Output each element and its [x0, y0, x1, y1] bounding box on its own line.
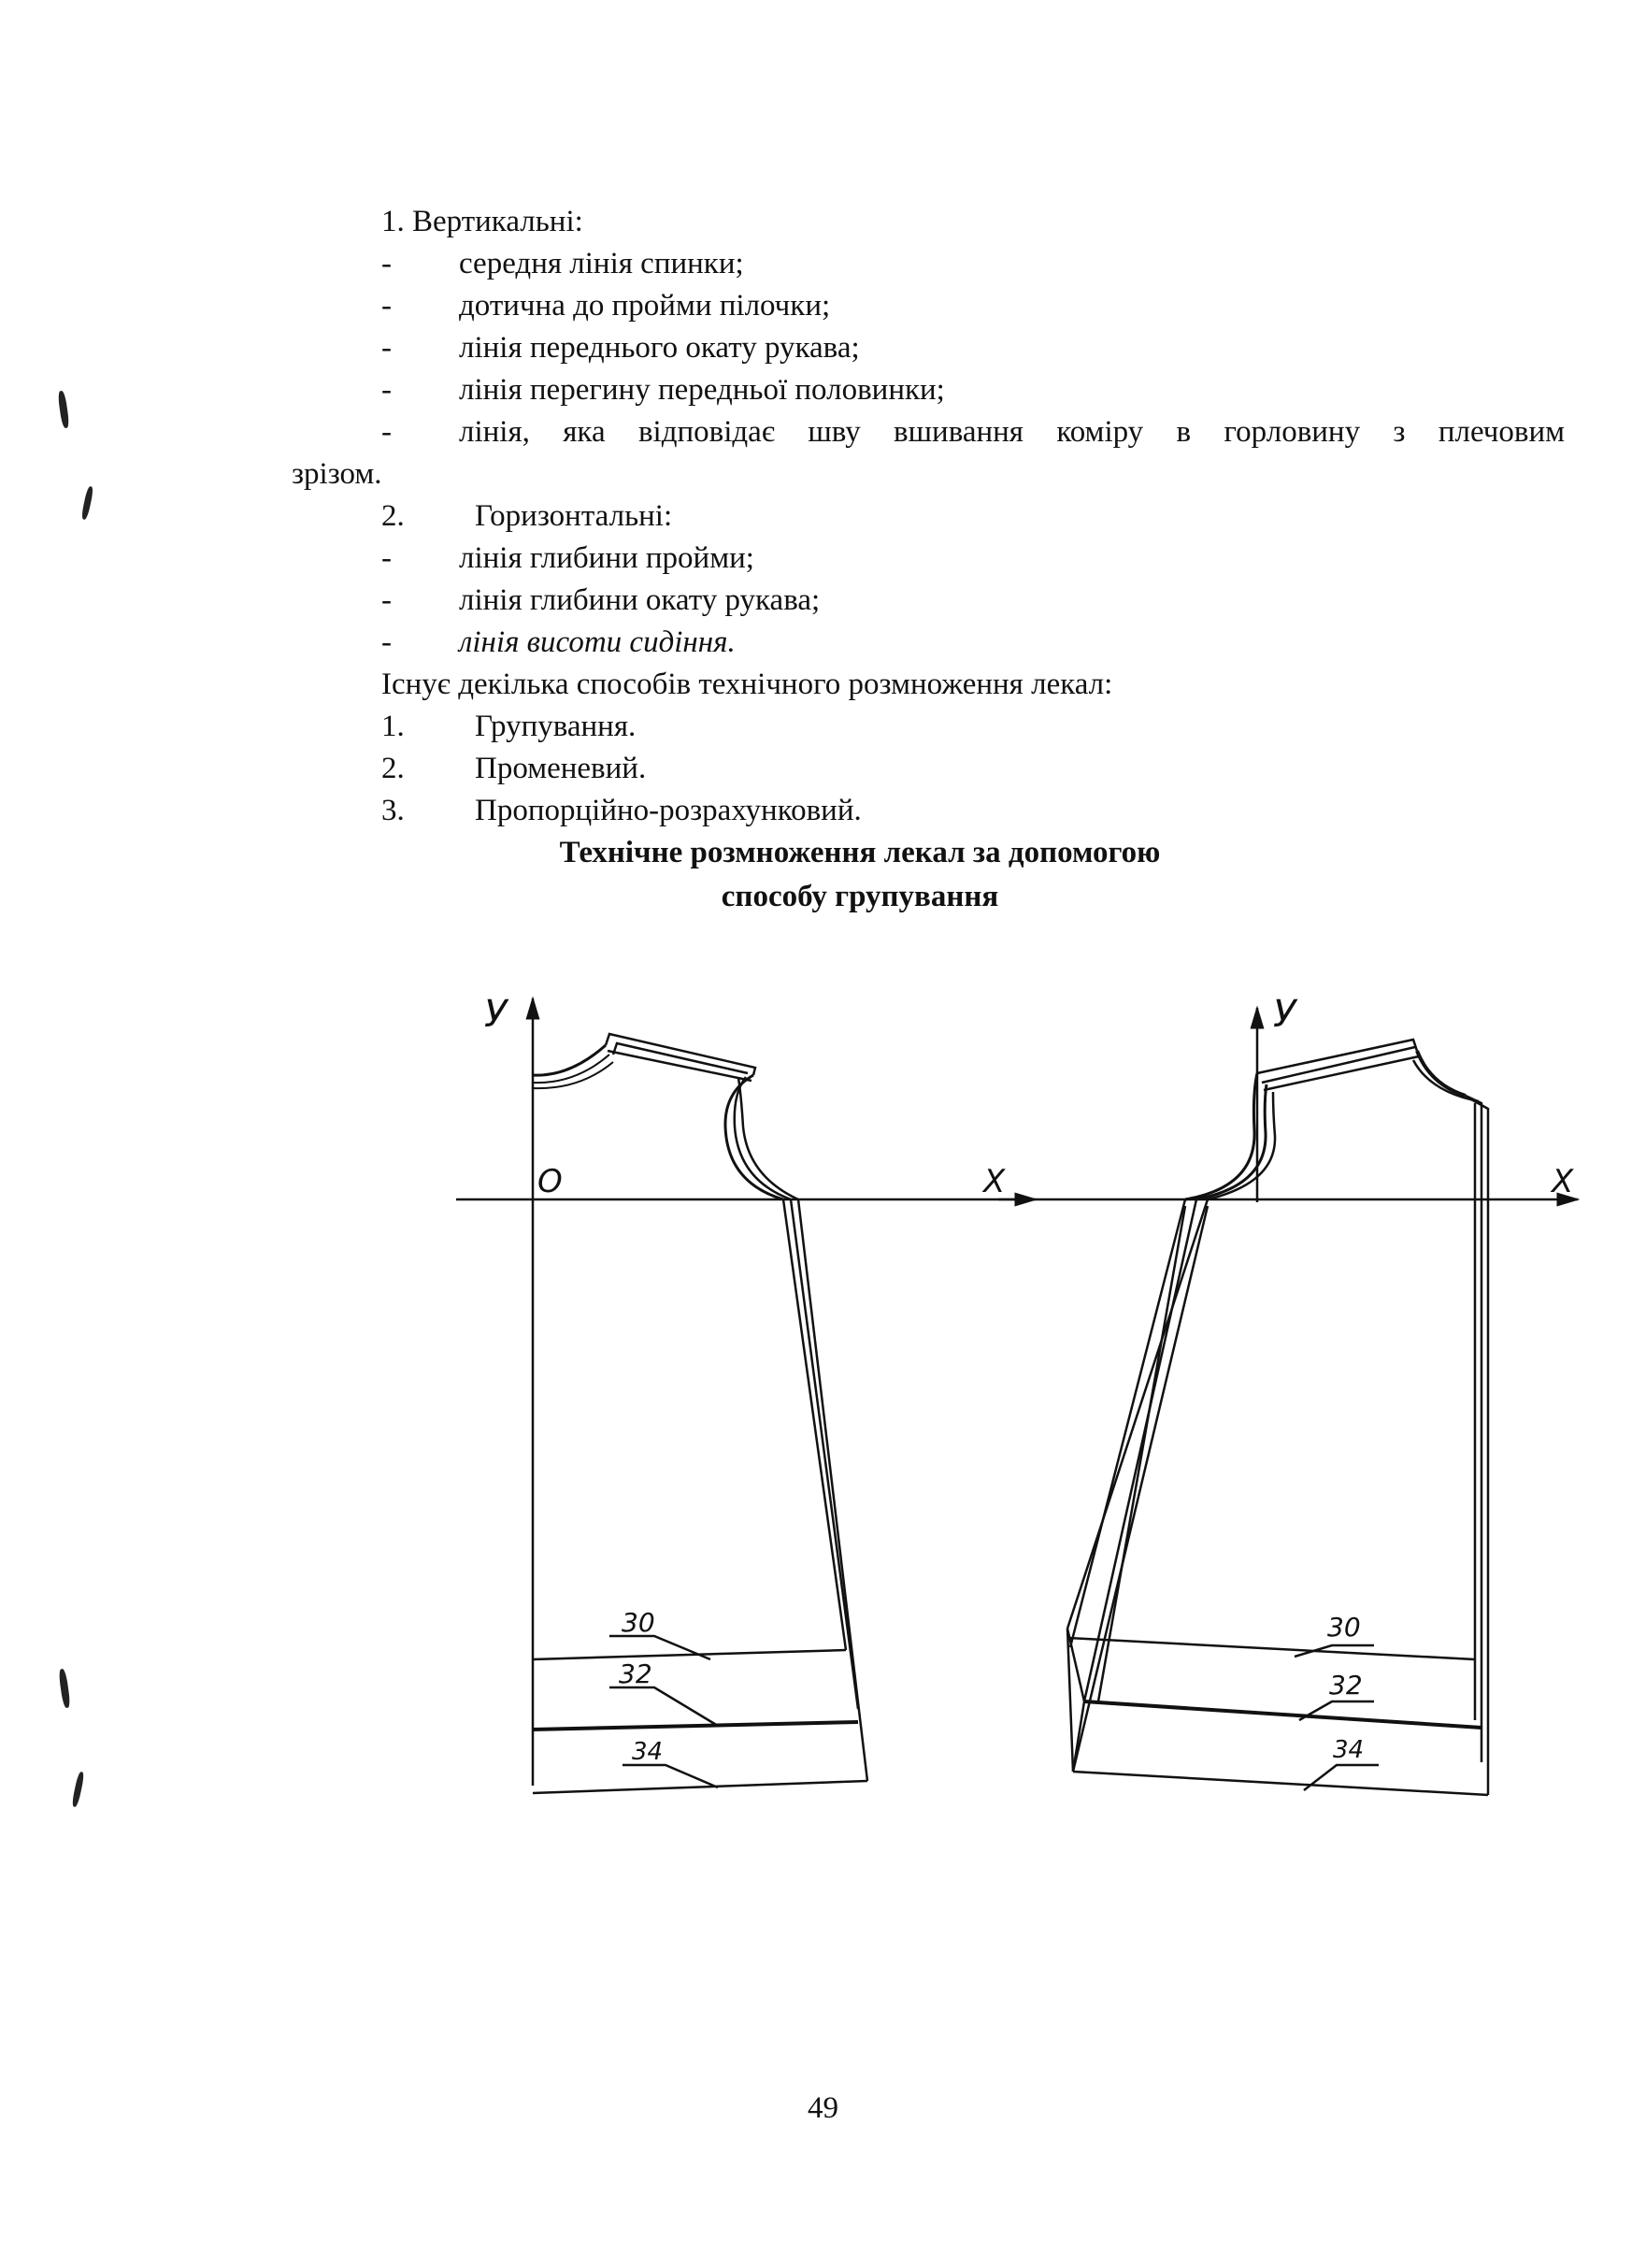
method-label: Променевий. [475, 752, 647, 785]
right-hem-30 [1067, 1638, 1475, 1659]
method-number: 2. [381, 752, 405, 785]
left-hem-32 [533, 1722, 858, 1730]
method-label: Пропорційно-розрахунковий. [475, 794, 862, 827]
left-origin-label: О [537, 1163, 563, 1200]
horizontal-item: лінія глибини окату рукава; [459, 583, 821, 617]
horizontal-item: лінія висоти сидіння. [459, 625, 736, 659]
vertical-item: дотична до пройми пілочки; [459, 289, 831, 323]
vertical-item: лінія перегину передньої половинки; [459, 373, 945, 407]
vertical-continuation: зрізом. [292, 457, 382, 491]
left-pattern [456, 998, 1036, 1793]
horizontal-heading: Горизонтальні: [475, 499, 673, 533]
left-hem-34 [533, 1781, 867, 1793]
vertical-item: лінія переднього окату рукава; [459, 331, 860, 365]
list-dash: - [381, 583, 392, 617]
right-axis-y-label: У [1273, 993, 1296, 1036]
section-title-line2: способу групування [721, 880, 999, 913]
list-dash: - [381, 373, 392, 407]
right-hem-34 [1073, 1772, 1488, 1795]
methods-intro: Існує декілька способів технічного розмноження лекал: [381, 667, 1113, 701]
page-number: 49 [808, 2091, 838, 2125]
left-size-label: 34 [632, 1738, 664, 1766]
list-dash: - [381, 247, 392, 280]
method-label: Групування. [475, 710, 637, 743]
vertical-item: середня лінія спинки; [459, 247, 744, 280]
left-size-label: 30 [622, 1607, 655, 1638]
list-dash: - [381, 625, 392, 659]
right-hem-32 [1084, 1701, 1481, 1728]
right-pattern [998, 1008, 1578, 1795]
left-axis-x-label: Х [983, 1163, 1006, 1200]
list-dash: - [381, 331, 392, 365]
section-title-line1: Технічне розмноження лекал за допомогою [559, 836, 1161, 869]
vertical-item-long: лінія, яка відповідає шву вшивання коміру в горловину з плечовим [459, 415, 1565, 449]
method-number: 1. [381, 710, 405, 743]
method-number: 3. [381, 794, 405, 827]
horizontal-number: 2. [381, 499, 405, 533]
right-size-label: 30 [1327, 1612, 1361, 1643]
left-size-label: 32 [619, 1658, 652, 1689]
list-dash: - [381, 289, 392, 323]
vertical-heading: 1. Вертикальні: [381, 205, 583, 238]
horizontal-item: лінія глибини пройми; [459, 541, 754, 575]
left-axis-y-label: У [484, 993, 508, 1036]
list-dash: - [381, 541, 392, 575]
right-axis-x-label: Х [1552, 1163, 1574, 1200]
list-dash: - [381, 415, 392, 449]
right-size-label: 32 [1329, 1670, 1363, 1701]
right-size-label: 34 [1333, 1736, 1365, 1764]
